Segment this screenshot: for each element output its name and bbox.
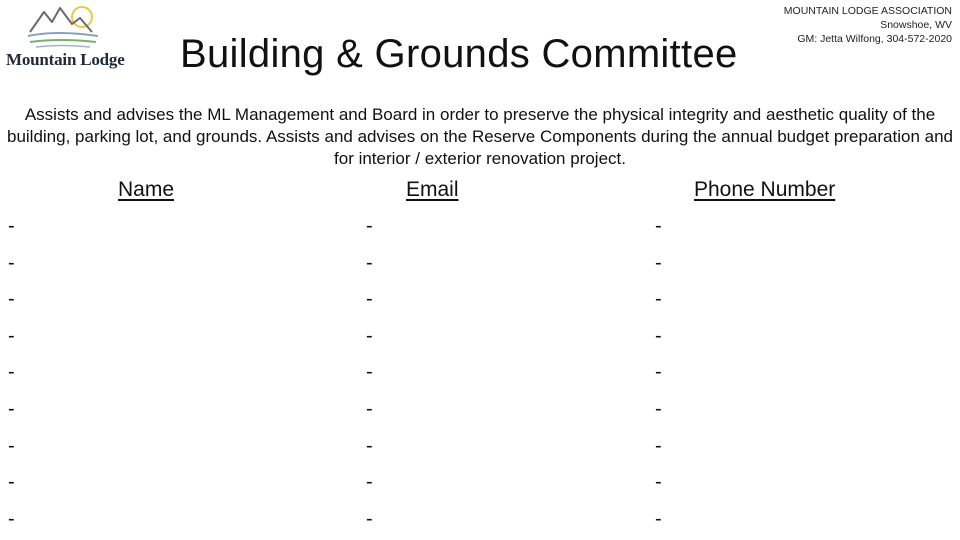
mountain-lodge-logo xyxy=(4,2,132,68)
member-phone-cell: - xyxy=(655,324,662,347)
page-title: Building & Grounds Committee xyxy=(180,32,738,76)
association-location: Snowshoe, WV xyxy=(880,19,952,31)
member-name-cell: - xyxy=(8,434,15,457)
member-email-cell: - xyxy=(366,251,373,274)
member-phone-cell: - xyxy=(655,471,662,494)
member-name-cell: - xyxy=(8,288,15,311)
column-header-email: Email xyxy=(406,178,459,201)
logo-text: Mountain Lodge xyxy=(6,50,125,69)
mountain-logo-icon xyxy=(26,2,106,52)
member-name-cell: - xyxy=(8,324,15,347)
association-info xyxy=(784,4,952,46)
general-manager-contact: GM: Jetta Wilfong, 304-572-2020 xyxy=(797,33,952,45)
association-name: MOUNTAIN LODGE ASSOCIATION xyxy=(783,5,952,17)
member-phone-cell: - xyxy=(655,507,662,530)
member-email-cell: - xyxy=(366,215,373,237)
member-phone-cell: - xyxy=(655,251,662,274)
member-name-cell: - xyxy=(8,251,15,274)
member-name-cell: - xyxy=(8,215,15,237)
member-email-cell: - xyxy=(366,507,373,530)
member-email-cell: - xyxy=(366,288,373,311)
committee-description: Assists and advises the ML Management and Board in order to preserve the physical integrity and aesthetic quality of the building, parking lot, and grounds. Assists and advises on the Reserve Components during the annual budget preparation and for interior / exterior renovation project. xyxy=(6,105,953,168)
column-header-name: Name xyxy=(118,178,175,201)
member-phone-cell: - xyxy=(655,215,662,237)
member-name-cell: - xyxy=(8,361,15,384)
member-name-cell: - xyxy=(8,507,15,530)
member-email-cell: - xyxy=(366,324,373,347)
column-header-phone: Phone Number xyxy=(694,178,836,201)
member-email-cell: - xyxy=(366,398,373,420)
member-phone-cell: - xyxy=(655,434,662,457)
member-email-cell: - xyxy=(366,434,373,457)
member-phone-cell: - xyxy=(655,361,662,384)
member-email-cell: - xyxy=(366,361,373,384)
member-email-cell: - xyxy=(366,471,373,494)
member-phone-cell: - xyxy=(655,398,662,420)
member-name-cell: - xyxy=(8,398,15,420)
member-phone-cell: - xyxy=(655,288,662,311)
member-name-cell: - xyxy=(8,471,15,494)
